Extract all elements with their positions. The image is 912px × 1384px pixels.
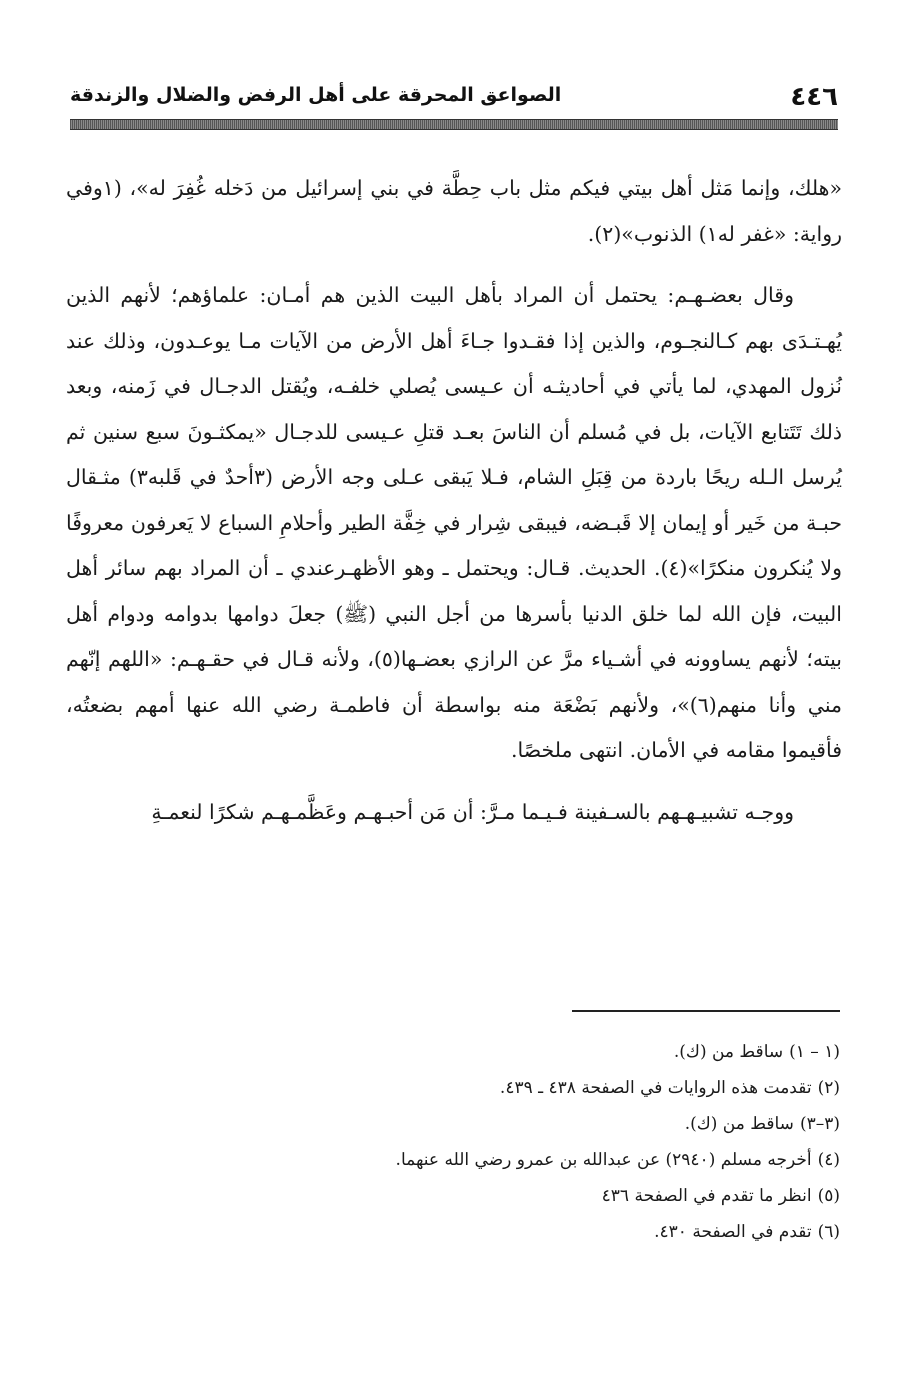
footnote-text: ساقط من (ك). [673,1042,784,1062]
footnote-number: (١ – ١) [789,1042,840,1062]
footnote-4 [200,1142,840,1178]
paragraph-1: «هلك، وإنما مَثل أهل بيتي فيكم مثل باب حِطَّة في بني إسرائيل من دَخله غُفِرَ له»، (١وفي رواية: «غفر له١) الذنوب»(٢). [66,176,842,246]
footnote-number: (٣–٣) [799,1114,840,1134]
paragraph-3: ووجـه تشبيـهـهم بالسـفينة فـيـما مـرَّ: أن مَن أحبـهـم وعَظَّمـهـم شكرًا لنعمـةِ [151,799,794,824]
footnote-number: (٤) [817,1150,840,1170]
footnote-number: (٢) [817,1078,840,1098]
footnote-text: ساقط من (ك). [684,1114,794,1134]
footnote-2 [200,1070,840,1106]
running-title: الصواعق المحرقة على أهل الرفض والضلال والزندقة [70,84,562,106]
footnote-3 [200,1106,840,1142]
footnote-text: تقدم في الصفحة ٤٣٠. [654,1222,812,1242]
footnote-6 [200,1214,840,1250]
footnote-number: (٦) [817,1222,840,1242]
footnote-number: (٥) [817,1186,840,1206]
footnotes [200,1034,840,1250]
footnote-rule [572,1010,840,1012]
footnote-1 [200,1034,840,1070]
page-number: ٤٤٦ [790,82,838,112]
footnote-text: انظر ما تقدم في الصفحة ٤٣٦ [601,1186,812,1206]
footnote-text: أخرجه مسلم (٢٩٤٠) عن عبدالله بن عمرو رضي الله عنهما. [395,1150,812,1170]
footnote-text: تقدمت هذه الروايات في الصفحة ٤٣٨ ـ ٤٣٩. [499,1078,812,1098]
main-text [66,166,842,835]
header-rule [70,119,838,130]
paragraph-2: وقال بعضـهـم: يحتمل أن المراد بأهل البيت الذين هم أمـان: علماؤهم؛ لأنهم الذين يُهـتـدَى بهم كـالنجـوم، والذين إذا فقـدوا جـاءَ أهل الأرض من الآيات مـا يوعـدون، وذلك عند نُزول المهدي، لما يأتي في أحاديثـه أن عـيسى يُصلي خلفـه، ويُقتل الدجـال في زَمنه، وبعد ذلك تَتَتابع الآيات، بل في مُسلم أن الناسَ بعـد قتلِ عـيسى للدجـال «يمكثـونَ سبع سنين ثم يُرسل الـله ريحًا باردة من قِبَلِ الشام، فـلا يَبقى عـلى وجه الأرض (٣أحدٌ في قَلبه٣) مثـقال حبـة من خَير أو إيمان إلا قَبـضه، فيبقى شِرار في خِفَّة الطير وأحلامِ السباع لا يَعرفون معروفًا ولا يُنكرون منكرًا»(٤). الحديث. قـال: ويحتمل ـ وهو الأظهـرعندي ـ أن المراد بهم سائر أهل البيت، فإن الله لما خلق الدنيا بأسرها من أجل النبي (ﷺ) جعلَ دوامها بدوامه ودوام أهل بيته؛ لأنهم يساوونه في أشـياء مرَّ عن الرازي بعضـها(٥)، ولأنه قـال في حقـهـم: «اللهم إنّهم مني وأنا منهم(٦)»، ولأنهم بَضْعَة منه بواسطة أن فاطمـة رضي الله عنها أمهم بضعتُه، فأقيموا مقامه في الأمان. انتهى ملخصًا. [66,283,843,762]
page-header [70,74,838,120]
footnote-5 [200,1178,840,1214]
